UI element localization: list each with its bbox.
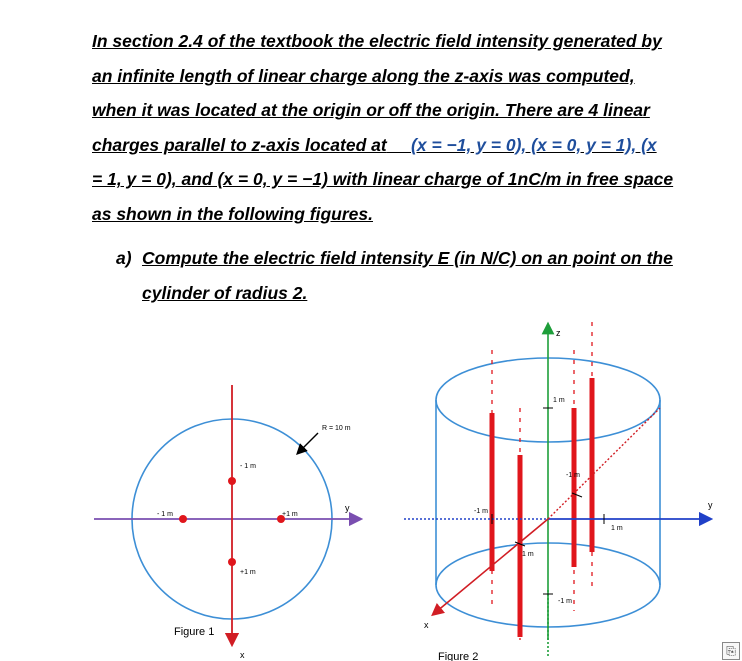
fig1-charge-left — [179, 515, 187, 523]
fig2-label-bottom-neg1m: -1 m — [558, 598, 572, 605]
fig1-axis-y-label: y — [345, 503, 350, 513]
fig2-label-left-neg1m: -1 m — [474, 508, 488, 515]
fig2-axis-y-label: y — [708, 500, 713, 510]
fig1-charge-top — [228, 477, 236, 485]
fig1-radius-pointer — [300, 433, 318, 451]
fig2-label-z-top: 1 m — [553, 397, 565, 404]
fig1-radius-label: R = 10 m — [322, 425, 351, 432]
problem-line-2: an infinite length of linear charge along the z-axis was computed, — [92, 65, 635, 86]
problem-line-6: as shown in the following figures. — [92, 203, 373, 224]
question-line-1: Compute the electric field intensity E (in N/C) on an point on the — [142, 248, 673, 268]
fig1-label-bottom: +1 m — [240, 569, 256, 576]
fig1-axis-x-label: x — [240, 650, 245, 660]
fig1-caption: Figure 1 — [174, 626, 215, 638]
question-line-2: cylinder of radius 2. — [142, 283, 308, 303]
fig2-x-axis-negative — [548, 408, 660, 519]
fig2-label-neg1m-inner: -1 m — [566, 472, 580, 479]
fig1-label-right: +1 m — [282, 511, 298, 518]
problem-line-5: = 1, y = 0), and (x = 0, y = −1) with linear charge of 1nC/m in free space — [92, 169, 674, 190]
fig2-label-center-1m: 1 m — [522, 551, 534, 558]
problem-line-3: when it was located at the origin or off the origin. There are 4 linear — [92, 100, 650, 121]
fig1-label-top: - 1 m — [240, 463, 256, 470]
fig2-axis-z-label: z — [556, 328, 561, 338]
fig2-axis-x-label: x — [424, 620, 429, 630]
fig1-label-left: - 1 m — [157, 511, 173, 518]
fig2-label-right-1m: 1 m — [611, 525, 623, 532]
problem-line-4: charges parallel to z-axis located at (x = −1, y = 0), (x = 0, y = 1), (x — [92, 134, 657, 155]
problem-line-1: In section 2.4 of the textbook the electric field intensity generated by — [92, 31, 662, 51]
fig1-charge-bottom — [228, 558, 236, 566]
figure-2 — [404, 322, 713, 661]
figure-1 — [94, 385, 356, 660]
question-label: a) — [116, 248, 132, 268]
fig2-caption: Figure 2 — [438, 651, 479, 661]
paste-options-icon[interactable]: ⎘ — [722, 642, 740, 660]
